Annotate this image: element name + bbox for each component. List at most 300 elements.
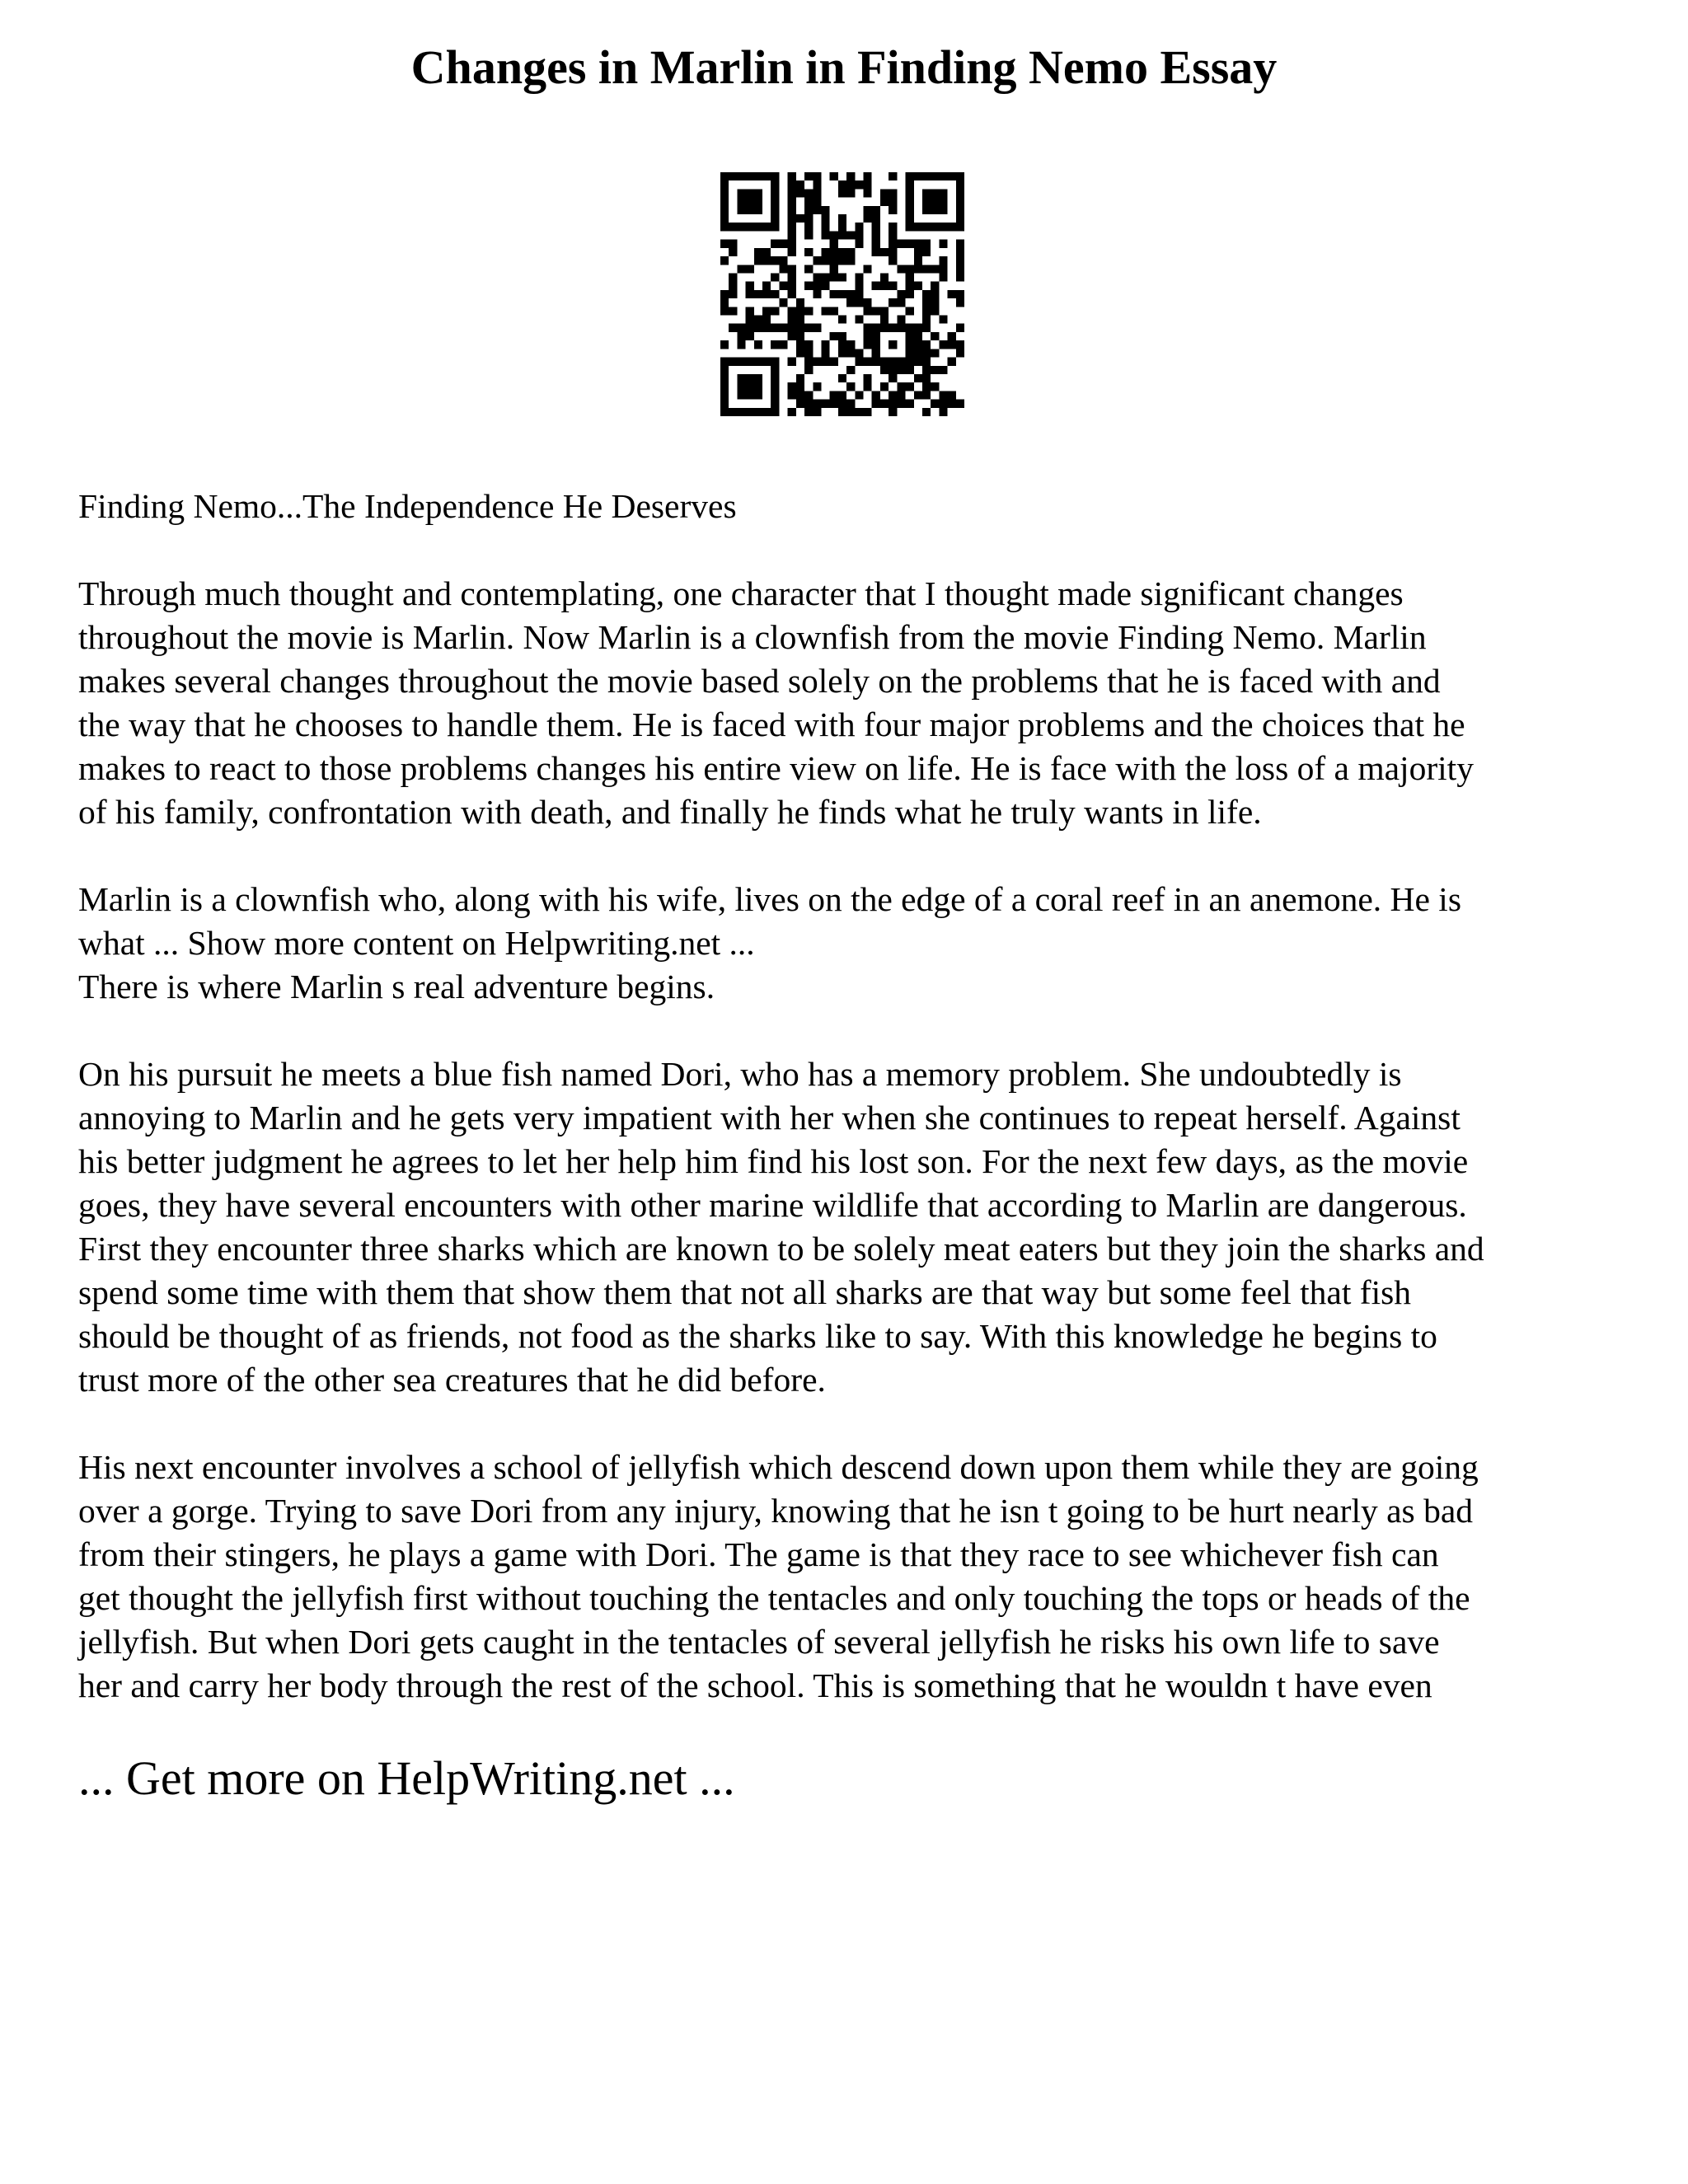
qr-module <box>804 358 813 366</box>
qr-module <box>914 340 922 349</box>
qr-module <box>880 400 889 408</box>
qr-module <box>788 206 796 214</box>
qr-module <box>914 256 922 265</box>
qr-module <box>762 282 771 290</box>
qr-module <box>855 358 863 366</box>
qr-module <box>948 290 956 298</box>
qr-module <box>821 282 829 290</box>
qr-module <box>880 282 889 290</box>
qr-module <box>746 374 754 382</box>
qr-module <box>846 231 855 239</box>
qr-module <box>771 290 779 298</box>
qr-module <box>729 282 737 290</box>
qr-module <box>846 256 855 265</box>
qr-module <box>838 180 846 189</box>
qr-module <box>788 324 796 332</box>
qr-module <box>754 340 762 349</box>
qr-module <box>838 316 846 324</box>
qr-module <box>914 349 922 357</box>
qr-module <box>796 189 804 197</box>
qr-module <box>872 240 880 248</box>
qr-module <box>771 307 779 315</box>
qr-module <box>830 273 838 281</box>
qr-module <box>796 349 804 357</box>
qr-module <box>830 248 838 256</box>
qr-module <box>804 391 813 399</box>
qr-module <box>922 307 931 315</box>
qr-module <box>804 282 813 290</box>
qr-module <box>788 198 796 206</box>
qr-module <box>897 366 905 374</box>
qr-module <box>796 298 804 307</box>
qr-module <box>830 172 838 180</box>
qr-module <box>746 189 754 197</box>
qr-module <box>939 223 947 231</box>
qr-module <box>779 324 787 332</box>
qr-module <box>754 223 762 231</box>
qr-module <box>889 256 897 265</box>
qr-module <box>746 172 754 180</box>
qr-module <box>889 400 897 408</box>
qr-module <box>779 265 787 273</box>
qr-module <box>956 198 964 206</box>
qr-module <box>864 340 872 349</box>
qr-module <box>771 366 779 374</box>
qr-module <box>931 307 939 315</box>
qr-module <box>880 316 889 324</box>
qr-module <box>720 214 729 223</box>
qr-module <box>939 256 947 265</box>
qr-module <box>737 324 745 332</box>
qr-module <box>729 223 737 231</box>
qr-module <box>864 332 872 340</box>
qr-module <box>846 340 855 349</box>
qr-module <box>931 332 939 340</box>
qr-module <box>771 273 779 281</box>
qr-module <box>804 206 813 214</box>
qr-module <box>754 324 762 332</box>
qr-module <box>821 400 829 408</box>
qr-module <box>788 332 796 340</box>
qr-module <box>880 273 889 281</box>
qr-module <box>813 382 821 391</box>
paragraph-4: On his pursuit he meets a blue fish named Dori, who has a memory problem. She undoubtedly is annoying to Marlin and he gets very impatient with her when she continues to repeat herself. Against his better judgment he agrees to let her help him find his lost son. For the next few days, as the movie goes, they have several encounters with other marine wildlife that according to Marlin are dangerous. First they encounter three sharks which are known to be solely meat eaters but they join the sharks and spend some time with them that show them that not all sharks are that way but some feel that fish should be thought of as friends, not food as the sharks like to say. With this knowledge he begins to trust more of the other sea creatures that he did before. <box>78 1055 1484 1399</box>
qr-module <box>889 172 897 180</box>
qr-module <box>948 340 956 349</box>
qr-module <box>762 307 771 315</box>
qr-module <box>906 324 914 332</box>
qr-module <box>906 214 914 223</box>
qr-module <box>771 240 779 248</box>
qr-module <box>788 231 796 239</box>
qr-module <box>779 282 787 290</box>
qr-module <box>931 189 939 197</box>
qr-module <box>956 290 964 298</box>
qr-module <box>931 282 939 290</box>
qr-module <box>737 189 745 197</box>
qr-code-icon <box>720 172 964 416</box>
qr-module <box>855 408 863 416</box>
qr-module <box>956 298 964 307</box>
qr-module <box>931 298 939 307</box>
qr-module <box>931 172 939 180</box>
qr-module <box>922 324 931 332</box>
qr-module <box>906 358 914 366</box>
qr-module <box>796 382 804 391</box>
qr-module <box>939 391 947 399</box>
qr-module <box>914 223 922 231</box>
qr-module <box>762 290 771 298</box>
qr-module <box>796 180 804 189</box>
qr-module <box>737 340 745 349</box>
qr-module <box>906 198 914 206</box>
qr-module <box>754 198 762 206</box>
qr-module <box>746 307 754 315</box>
qr-module <box>788 408 796 416</box>
qr-module <box>771 408 779 416</box>
qr-module <box>889 223 897 231</box>
qr-module <box>931 223 939 231</box>
qr-module <box>771 172 779 180</box>
qr-module <box>855 223 863 231</box>
qr-module <box>729 290 737 298</box>
qr-module <box>922 408 931 416</box>
qr-module <box>889 298 897 307</box>
qr-module <box>855 391 863 399</box>
qr-module <box>804 172 813 180</box>
qr-module <box>922 240 931 248</box>
qr-module <box>939 408 947 416</box>
qr-module <box>779 256 787 265</box>
qr-module <box>746 358 754 366</box>
qr-module <box>746 408 754 416</box>
qr-module <box>939 273 947 281</box>
qr-module <box>771 206 779 214</box>
qr-module <box>956 340 964 349</box>
qr-module <box>821 206 829 214</box>
qr-module <box>846 189 855 197</box>
qr-module <box>729 172 737 180</box>
qr-module <box>788 358 796 366</box>
qr-module <box>737 358 745 366</box>
qr-module <box>846 408 855 416</box>
qr-module <box>821 340 829 349</box>
qr-module <box>737 198 745 206</box>
qr-module <box>889 231 897 239</box>
qr-module <box>771 198 779 206</box>
qr-module <box>846 172 855 180</box>
qr-module <box>804 189 813 197</box>
qr-module <box>804 349 813 357</box>
qr-module <box>754 382 762 391</box>
qr-module <box>720 172 729 180</box>
qr-module <box>956 265 964 273</box>
qr-module <box>956 180 964 189</box>
qr-module <box>796 324 804 332</box>
qr-module <box>746 282 754 290</box>
qr-module <box>864 298 872 307</box>
qr-module <box>720 240 729 248</box>
qr-module <box>906 265 914 273</box>
qr-module <box>830 307 838 315</box>
qr-module <box>889 189 897 197</box>
qr-module <box>754 374 762 382</box>
qr-module <box>830 240 838 248</box>
qr-module <box>872 349 880 357</box>
qr-module <box>821 256 829 265</box>
qr-module <box>788 248 796 256</box>
qr-module <box>737 382 745 391</box>
qr-module <box>889 408 897 416</box>
qr-module <box>796 391 804 399</box>
qr-module <box>813 282 821 290</box>
qr-module <box>779 340 787 349</box>
qr-module <box>906 273 914 281</box>
get-more-link[interactable]: ... Get more on HelpWriting.net ... <box>78 1751 735 1805</box>
qr-module <box>737 265 745 273</box>
qr-module <box>922 172 931 180</box>
qr-module <box>906 400 914 408</box>
qr-module <box>931 366 939 374</box>
qr-module <box>729 248 737 256</box>
qr-module <box>771 340 779 349</box>
qr-module <box>746 382 754 391</box>
qr-module <box>746 290 754 298</box>
qr-module <box>746 332 754 340</box>
qr-module <box>804 307 813 315</box>
qr-module <box>922 374 931 382</box>
qr-module <box>821 214 829 223</box>
qr-module <box>771 223 779 231</box>
qr-module <box>956 273 964 281</box>
qr-module <box>838 290 846 298</box>
qr-module <box>746 316 754 324</box>
qr-module <box>788 290 796 298</box>
qr-module <box>754 316 762 324</box>
qr-module <box>872 332 880 340</box>
qr-module <box>720 408 729 416</box>
qr-module <box>813 273 821 281</box>
qr-module <box>737 374 745 382</box>
qr-module <box>956 206 964 214</box>
qr-module <box>922 358 931 366</box>
qr-module <box>864 172 872 180</box>
qr-module <box>830 290 838 298</box>
qr-module <box>720 400 729 408</box>
qr-module <box>788 282 796 290</box>
qr-module <box>939 206 947 214</box>
qr-module <box>762 358 771 366</box>
qr-module <box>939 198 947 206</box>
qr-module <box>855 240 863 248</box>
qr-module <box>796 374 804 382</box>
qr-module <box>880 366 889 374</box>
qr-module <box>754 206 762 214</box>
qr-module <box>762 256 771 265</box>
qr-module <box>813 324 821 332</box>
qr-module <box>889 206 897 214</box>
qr-module <box>729 273 737 281</box>
qr-module <box>906 223 914 231</box>
qr-module <box>931 198 939 206</box>
qr-module <box>906 290 914 298</box>
qr-module <box>846 366 855 374</box>
qr-module <box>771 189 779 197</box>
qr-module <box>880 358 889 366</box>
qr-module <box>813 172 821 180</box>
document-title: Changes in Marlin in Finding Nemo Essay <box>410 40 1278 94</box>
qr-module <box>813 198 821 206</box>
qr-module <box>906 307 914 315</box>
qr-module <box>956 248 964 256</box>
qr-module <box>838 332 846 340</box>
qr-module <box>720 340 729 349</box>
qr-module <box>762 316 771 324</box>
qr-module <box>813 400 821 408</box>
qr-module <box>720 298 729 307</box>
qr-module <box>914 324 922 332</box>
qr-module <box>804 223 813 231</box>
qr-module <box>838 391 846 399</box>
qr-module <box>729 324 737 332</box>
qr-module <box>729 408 737 416</box>
qr-module <box>813 256 821 265</box>
qr-module <box>804 340 813 349</box>
qr-module <box>838 408 846 416</box>
qr-module <box>720 374 729 382</box>
qr-module <box>746 223 754 231</box>
qr-module <box>914 374 922 382</box>
qr-module <box>939 240 947 248</box>
qr-module <box>796 340 804 349</box>
qr-module <box>906 180 914 189</box>
qr-module <box>914 265 922 273</box>
qr-module <box>922 248 931 256</box>
qr-module <box>771 374 779 382</box>
qr-module <box>838 374 846 382</box>
qr-module <box>922 223 931 231</box>
qr-module <box>897 358 905 366</box>
qr-module <box>813 206 821 214</box>
qr-module <box>846 290 855 298</box>
qr-module <box>864 307 872 315</box>
qr-module <box>948 400 956 408</box>
qr-module <box>897 324 905 332</box>
qr-module <box>754 189 762 197</box>
qr-module <box>922 382 931 391</box>
qr-module <box>855 231 863 239</box>
qr-module <box>813 290 821 298</box>
qr-module <box>922 206 931 214</box>
qr-module <box>897 391 905 399</box>
qr-module <box>754 172 762 180</box>
qr-module <box>872 324 880 332</box>
qr-module <box>872 223 880 231</box>
qr-module <box>779 298 787 307</box>
qr-module <box>821 273 829 281</box>
qr-module <box>864 358 872 366</box>
qr-module <box>737 223 745 231</box>
paragraph-2: Marlin is a clownfish who, along with his wife, lives on the edge of a coral reef in an anemone. He is what ... Show more content on Helpwriting.net ... <box>78 880 1461 962</box>
qr-module <box>864 382 872 391</box>
qr-module <box>838 231 846 239</box>
qr-module <box>922 265 931 273</box>
paragraph-3: There is where Marlin s real adventure begins. <box>78 968 715 1005</box>
qr-module <box>754 290 762 298</box>
qr-module <box>897 298 905 307</box>
qr-module <box>746 324 754 332</box>
qr-module <box>939 172 947 180</box>
qr-module <box>846 349 855 357</box>
qr-module <box>855 316 863 324</box>
qr-module <box>922 316 931 324</box>
qr-module <box>754 248 762 256</box>
qr-module <box>838 340 846 349</box>
qr-module <box>821 349 829 357</box>
qr-module <box>939 366 947 374</box>
qr-module <box>846 298 855 307</box>
qr-module <box>821 223 829 231</box>
qr-module <box>720 198 729 206</box>
qr-module <box>830 391 838 399</box>
qr-module <box>838 349 846 357</box>
qr-module <box>762 172 771 180</box>
qr-module <box>864 265 872 273</box>
qr-module <box>737 391 745 399</box>
qr-module <box>872 400 880 408</box>
qr-module <box>746 265 754 273</box>
qr-module <box>746 206 754 214</box>
qr-module <box>956 400 964 408</box>
qr-module <box>922 366 931 374</box>
qr-module <box>804 198 813 206</box>
qr-module <box>897 382 905 391</box>
qr-module <box>788 240 796 248</box>
qr-module <box>746 198 754 206</box>
qr-module <box>889 358 897 366</box>
qr-module <box>872 340 880 349</box>
qr-module <box>830 332 838 340</box>
qr-module <box>830 358 838 366</box>
qr-module <box>956 172 964 180</box>
qr-module <box>796 214 804 223</box>
qr-module <box>838 256 846 265</box>
qr-module <box>846 400 855 408</box>
qr-module <box>838 223 846 231</box>
qr-module <box>931 290 939 298</box>
qr-module <box>855 290 863 298</box>
qr-module <box>737 332 745 340</box>
qr-module <box>771 214 779 223</box>
qr-module <box>762 223 771 231</box>
qr-module <box>729 240 737 248</box>
qr-module <box>788 391 796 399</box>
qr-module <box>804 248 813 256</box>
qr-module <box>720 290 729 298</box>
qr-module <box>906 206 914 214</box>
qr-module <box>804 400 813 408</box>
qr-module <box>771 180 779 189</box>
qr-module <box>880 382 889 391</box>
qr-module <box>906 366 914 374</box>
qr-module <box>922 189 931 197</box>
qr-module <box>939 316 947 324</box>
qr-module <box>855 282 863 290</box>
qr-module <box>855 298 863 307</box>
qr-module <box>956 240 964 248</box>
qr-module <box>956 223 964 231</box>
qr-module <box>855 180 863 189</box>
